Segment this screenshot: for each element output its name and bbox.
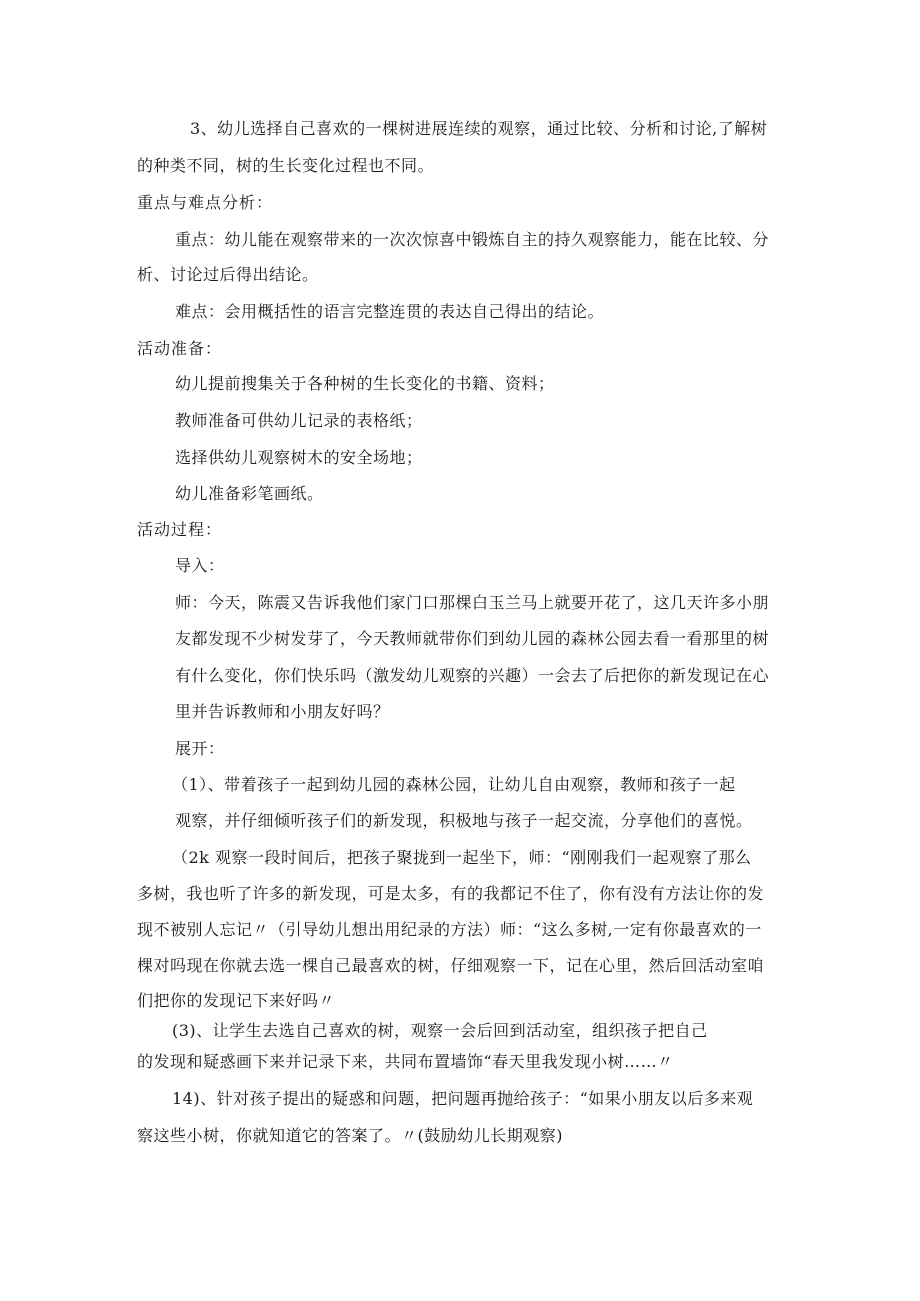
- step1-line: 观察，并仔细倾听孩子们的新发现，积极地与孩子一起交流，分享他们的喜悦。: [175, 811, 753, 830]
- intro-line: 师：今天，陈震又告诉我他们家门口那棵白玉兰马上就要开花了，这几天许多小朋: [175, 593, 770, 612]
- preparation-item: 教师准备可供幼儿记录的表格纸；: [175, 411, 423, 430]
- intro-line: 友都发现不少树发芽了，今天教师就带你们到幼儿园的森林公园去看一看那里的树: [175, 629, 770, 648]
- step3-line: (3)、让学生去选自己喜欢的树，观察一会后回到活动室，组织孩子把自己: [172, 1021, 708, 1040]
- key-points-heading: 重点与难点分析：: [137, 193, 274, 212]
- goal3-line2: 的种类不同，树的生长变化过程也不同。: [137, 156, 435, 175]
- intro-line: 有什么变化，你们快乐吗（激发幼儿观察的兴趣）一会去了后把你的新发现记在心: [175, 666, 770, 685]
- preparation-item: 幼儿准备彩笔画纸。: [175, 484, 324, 503]
- develop-label: 展开：: [175, 739, 225, 758]
- key-point-line1: 重点：幼儿能在观察带来的一次次惊喜中锻炼自主的持久观察能力，能在比较、分: [175, 230, 770, 249]
- intro-label: 导入：: [175, 556, 225, 575]
- step1-line: （1）、带着孩子一起到幼儿园的森林公园，让幼儿自由观察，教师和孩子一起: [172, 775, 736, 794]
- process-heading: 活动过程：: [137, 520, 223, 539]
- step2-line: 现不被别人忘记〃（引导幼儿想出用纪录的方法）师：“这么多树,一定有你最喜欢的一: [137, 920, 762, 939]
- step2-line: 多树，我也听了许多的新发现，可是太多，有的我都记不住了，你有没有方法让你的发: [137, 884, 765, 903]
- preparation-heading: 活动准备：: [137, 339, 223, 358]
- preparation-item: 幼儿提前搜集关于各种树的生长变化的书籍、资料；: [175, 374, 555, 393]
- intro-line: 里并告诉教师和小朋友好吗？: [175, 702, 390, 721]
- difficulty-line: 难点：会用概括性的语言完整连贯的表达自己得出的结论。: [175, 302, 605, 321]
- step2-line: 们把你的发现记下来好吗〃: [137, 991, 336, 1010]
- goal3-line1: 3、幼儿选择自己喜欢的一棵树进展连续的观察，通过比较、分析和讨论,了解树: [190, 119, 768, 138]
- step4-line: 14)、针对孩子提出的疑惑和问题，把问题再抛给孩子：“如果小朋友以后多来观: [172, 1089, 754, 1108]
- step4-line: 察这些小树，你就知道它的答案了。〃(鼓励幼儿长期观察): [137, 1126, 563, 1145]
- step2-line: 棵对吗现在你就去选一棵自己最喜欢的树，仔细观察一下，记在心里，然后回活动室咱: [137, 956, 765, 975]
- preparation-item: 选择供幼儿观察树木的安全场地；: [175, 448, 423, 467]
- step3-line: 的发现和疑惑画下来并记录下来，共同布置墙饰“春天里我发现小树……〃: [137, 1052, 674, 1071]
- step2-line: （2k 观察一段时间后，把孩子聚拢到一起坐下，师：“刚刚我们一起观察了那么: [172, 848, 752, 867]
- key-point-line2: 析、讨论过后得出结论。: [137, 265, 319, 284]
